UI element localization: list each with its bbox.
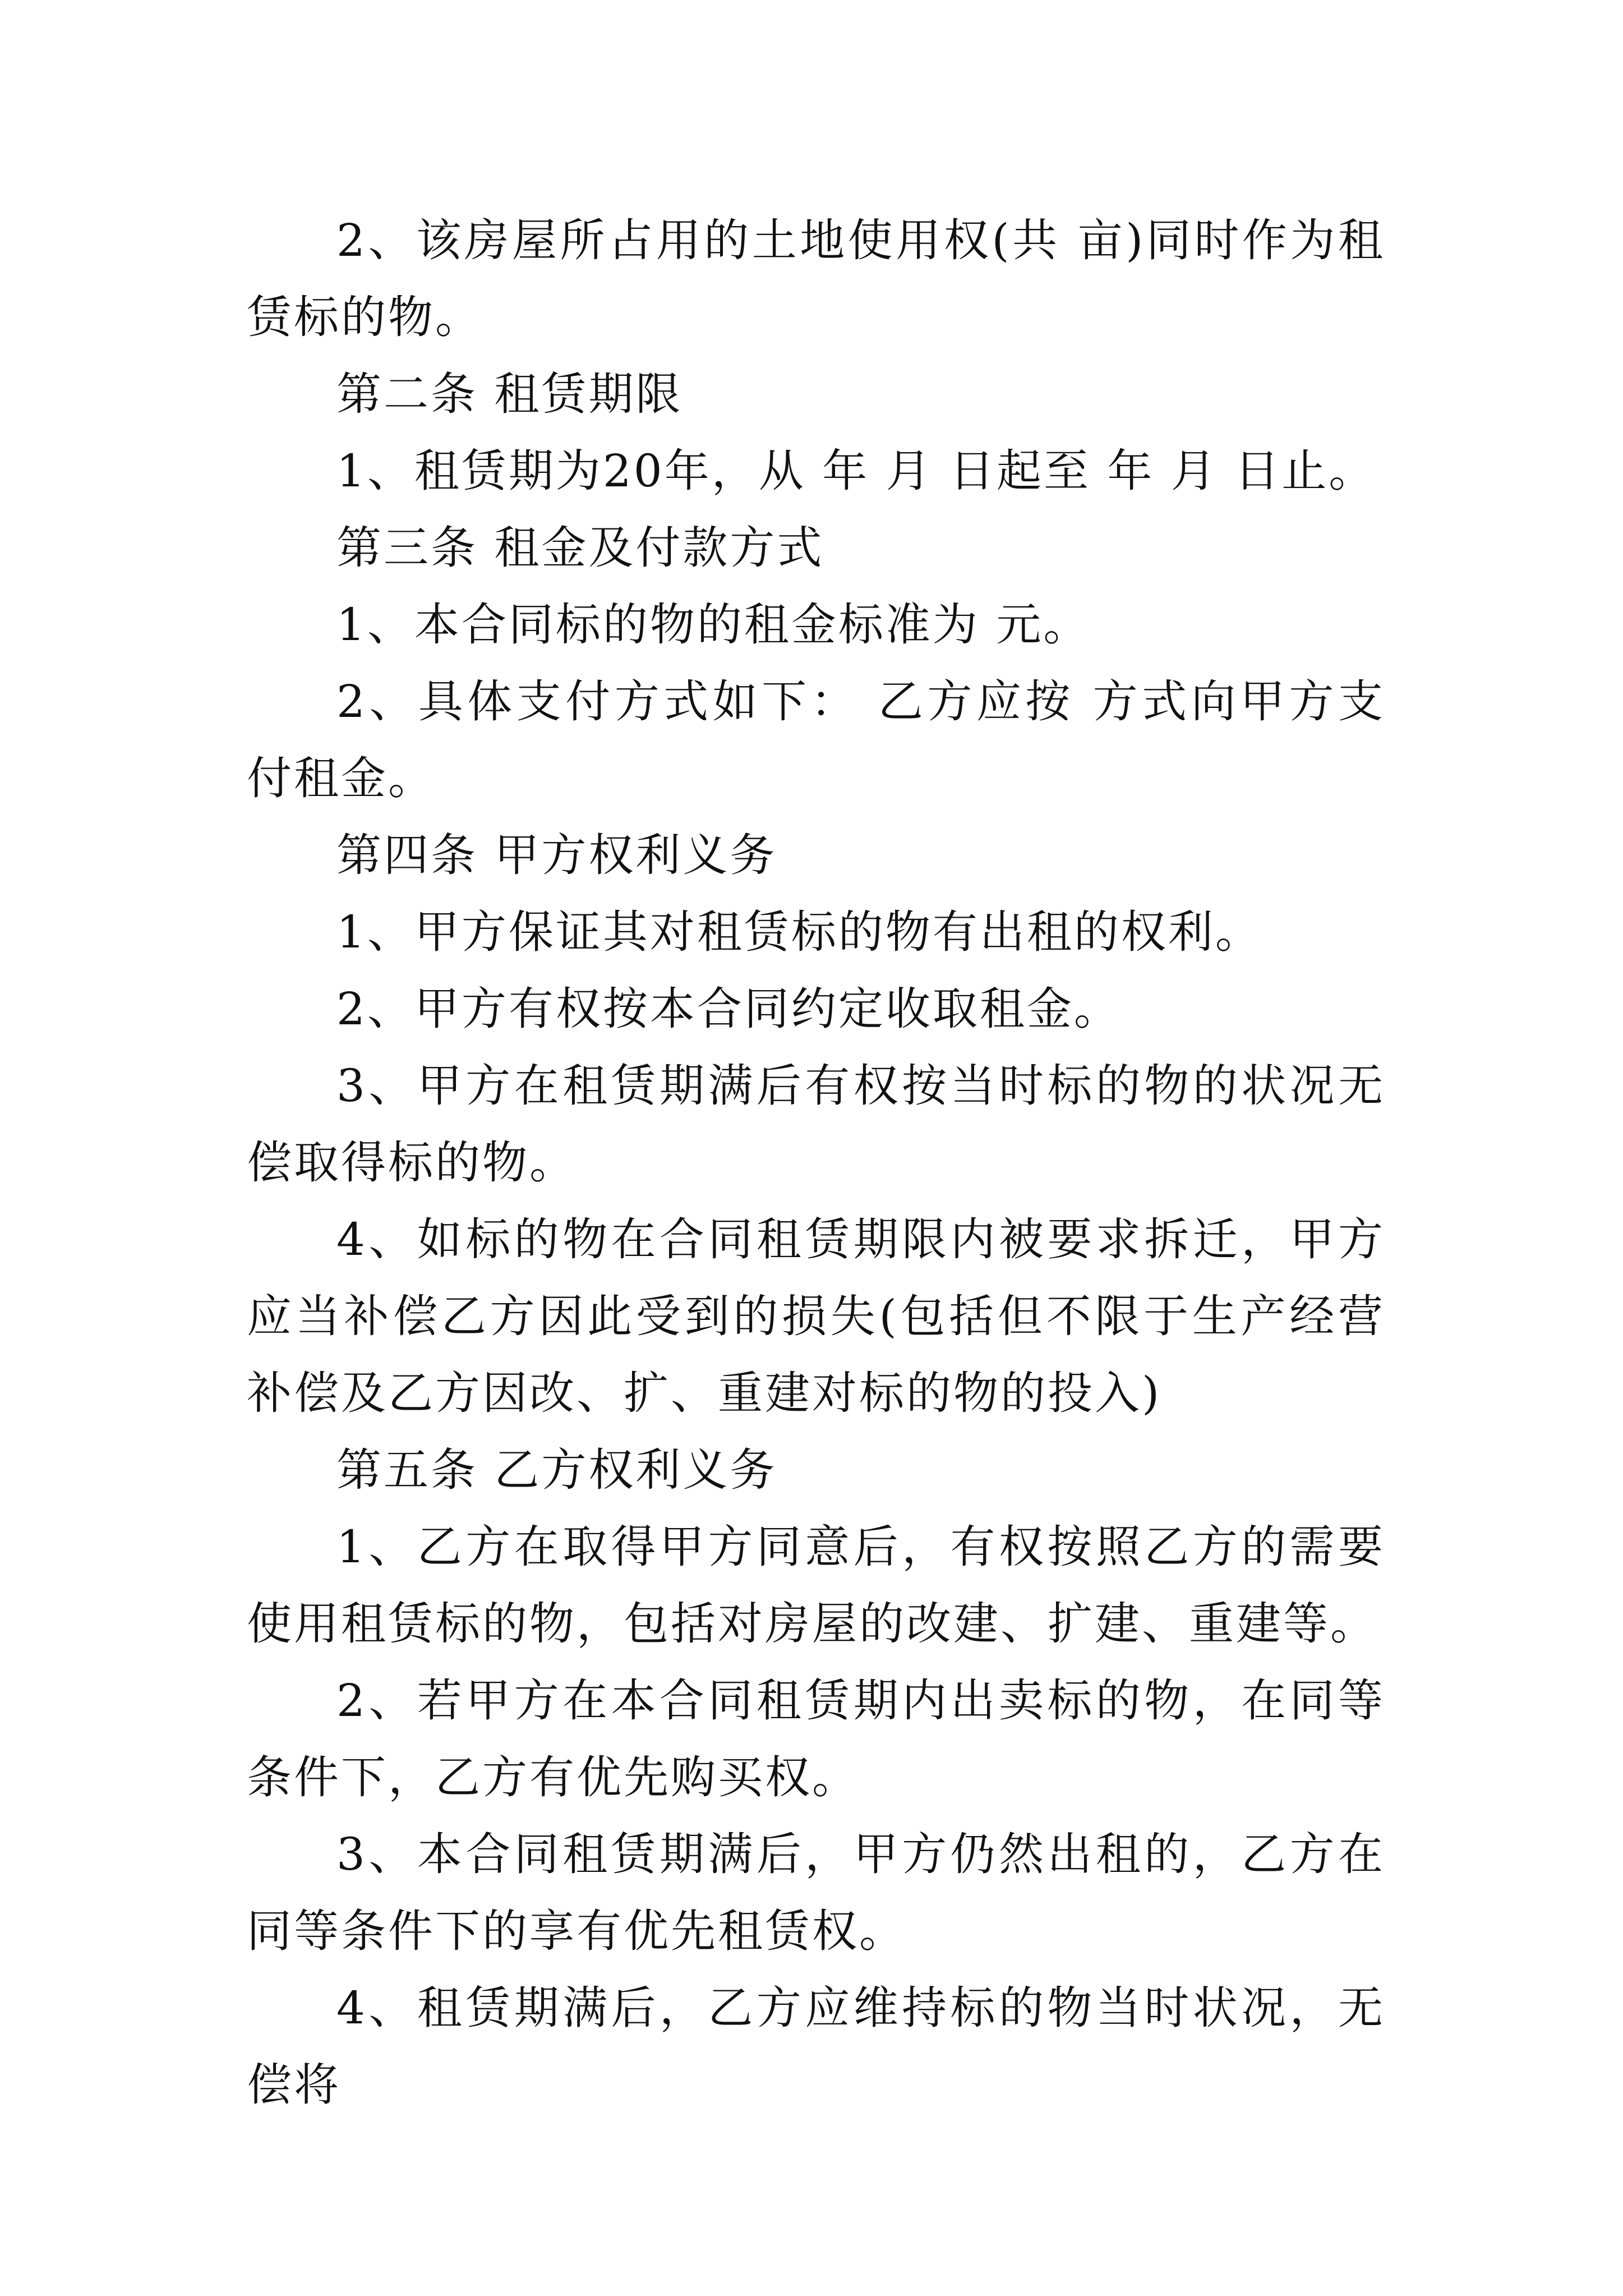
clause-3-item-1: 1、本合同标的物的租金标准为 元。 — [336, 599, 1091, 651]
clause-4-item-2: 2、甲方有权按本合同约定收取租金。 — [336, 983, 1121, 1035]
document-body — [247, 202, 1385, 2123]
clause-5-item-1: 1、乙方在取得甲方同意后，有权按照乙方的需要使用租赁标的物，包括对房屋的改建、扩建、重建等。 — [247, 1521, 1385, 1650]
clause-4-item-4: 4、如标的物在合同租赁期限内被要求拆迁，甲方应当补偿乙方因此受到的损失(包括但不限于生产经营补偿及乙方因改、扩、重建对标的物的投入) — [247, 1213, 1385, 1419]
clause-2-item-1: 1、租赁期为20年，从 年 月 日起至 年 月 日止。 — [336, 445, 1376, 497]
clause-5-item-3: 3、本合同租赁期满后，甲方仍然出租的，乙方在同等条件下的享有优先租赁权。 — [247, 1828, 1385, 1957]
clause-3-item-2: 2、具体支付方式如下： 乙方应按 方式向甲方支付租金。 — [247, 675, 1385, 804]
clause-1-item-2: 2、该房屋所占用的土地使用权(共 亩)同时作为租赁标的物。 — [247, 214, 1385, 343]
article-2-heading: 第二条 租赁期限 — [336, 368, 683, 420]
article-4-heading: 第四条 甲方权利义务 — [336, 829, 777, 881]
clause-4-item-3: 3、甲方在租赁期满后有权按当时标的物的状况无偿取得标的物。 — [247, 1060, 1385, 1189]
article-5-heading: 第五条 乙方权利义务 — [336, 1444, 777, 1496]
article-3-heading: 第三条 租金及付款方式 — [336, 522, 824, 574]
clause-4-item-1: 1、甲方保证其对租赁标的物有出租的权利。 — [336, 906, 1262, 958]
clause-5-item-2: 2、若甲方在本合同租赁期内出卖标的物，在同等条件下，乙方有优先购买权。 — [247, 1674, 1385, 1803]
clause-5-item-4: 4、租赁期满后，乙方应维持标的物当时状况，无偿将 — [247, 1982, 1385, 2111]
